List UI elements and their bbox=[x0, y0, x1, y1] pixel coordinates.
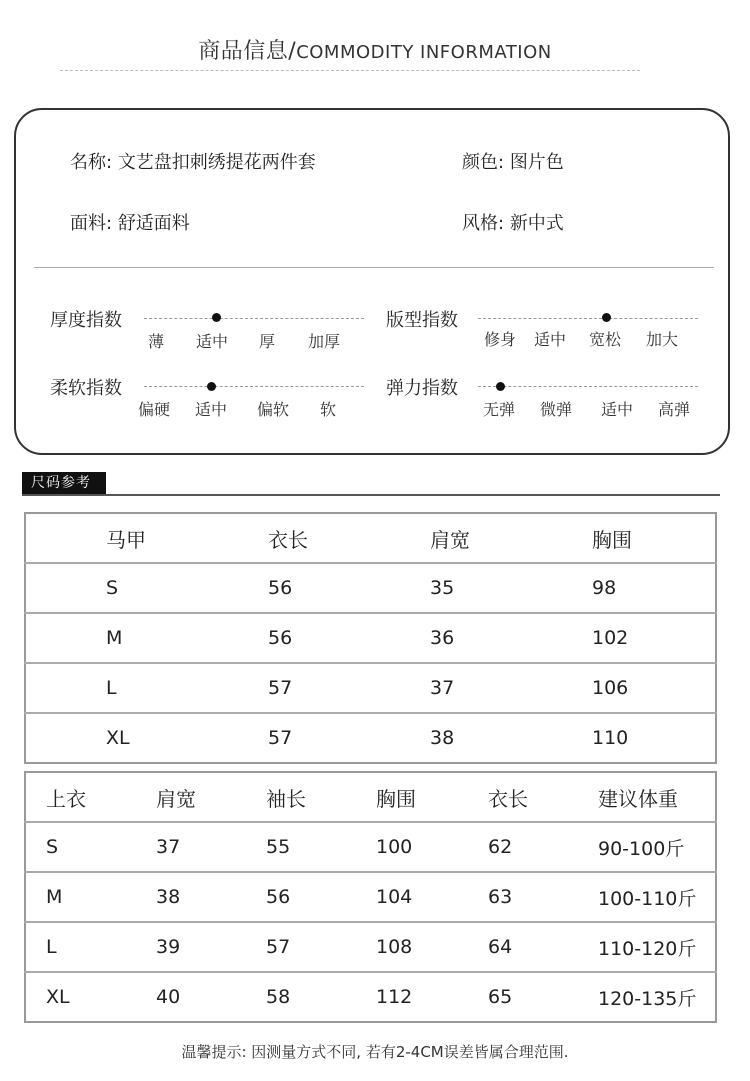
table-cell: S bbox=[25, 822, 156, 872]
table-header-row bbox=[25, 772, 716, 822]
table-header-cell: 肩宽 bbox=[430, 527, 470, 552]
table-row bbox=[25, 563, 716, 613]
table-cell: 106 bbox=[592, 663, 716, 713]
color-label: 颜色: bbox=[462, 152, 505, 173]
table-cell: S bbox=[25, 563, 268, 613]
table-cell: 58 bbox=[266, 972, 376, 1022]
table-cell: 102 bbox=[592, 613, 716, 663]
table-cell: 63 bbox=[488, 872, 598, 922]
table-cell: 110 bbox=[592, 713, 716, 763]
table-cell: 90-100斤 bbox=[598, 822, 716, 872]
table-cell: 55 bbox=[266, 822, 376, 872]
table-row bbox=[25, 972, 716, 1022]
table-row bbox=[25, 713, 716, 763]
style-value: 新中式 bbox=[509, 213, 564, 234]
softness-option: 偏硬 bbox=[138, 400, 171, 419]
table-cell: 36 bbox=[430, 613, 592, 663]
table-cell: L bbox=[25, 922, 156, 972]
product-info-box bbox=[14, 108, 730, 455]
thickness-option: 薄 bbox=[148, 332, 165, 351]
info-divider bbox=[34, 267, 714, 268]
table-cell: 57 bbox=[266, 922, 376, 972]
fit-scale-marker bbox=[602, 313, 611, 322]
table-header-cell: 胸围 bbox=[592, 527, 632, 552]
table-header-cell: 肩宽 bbox=[156, 786, 196, 811]
thickness-scale-line bbox=[144, 318, 364, 319]
table-cell: L bbox=[25, 663, 268, 713]
table-cell: 100 bbox=[376, 822, 488, 872]
table-cell: 120-135斤 bbox=[598, 972, 716, 1022]
fit-option: 加大 bbox=[646, 330, 679, 349]
fit-scale-line bbox=[478, 318, 698, 319]
size-reference-tag: 尺码参考 bbox=[22, 472, 106, 494]
top-size-table bbox=[24, 771, 717, 1023]
table-header-cell: 上衣 bbox=[46, 786, 86, 811]
table-cell: 38 bbox=[156, 872, 266, 922]
fit-scale-label: 版型指数 bbox=[386, 310, 458, 331]
softness-scale-label: 柔软指数 bbox=[50, 378, 122, 399]
size-reference-underline bbox=[22, 494, 720, 496]
elasticity-option: 适中 bbox=[601, 400, 634, 419]
table-cell: 57 bbox=[268, 663, 430, 713]
name-label: 名称: bbox=[70, 152, 113, 173]
elasticity-option: 微弹 bbox=[540, 400, 573, 419]
table-cell: 104 bbox=[376, 872, 488, 922]
fit-option: 修身 bbox=[484, 330, 517, 349]
color-field bbox=[462, 148, 564, 174]
table-cell: 35 bbox=[430, 563, 592, 613]
table-row bbox=[25, 822, 716, 872]
elasticity-option: 高弹 bbox=[658, 400, 691, 419]
table-cell: 100-110斤 bbox=[598, 872, 716, 922]
elasticity-scale-label: 弹力指数 bbox=[386, 378, 458, 399]
table-row bbox=[25, 663, 716, 713]
table-cell: XL bbox=[25, 713, 268, 763]
table-header-cell: 建议体重 bbox=[598, 786, 678, 811]
table-row bbox=[25, 922, 716, 972]
softness-scale-marker bbox=[207, 382, 216, 391]
page-title-cn: 商品信息/ bbox=[198, 39, 297, 64]
fabric-value: 舒适面料 bbox=[117, 213, 190, 234]
table-cell: 37 bbox=[430, 663, 592, 713]
fit-option: 适中 bbox=[534, 330, 567, 349]
thickness-scale-marker bbox=[212, 313, 221, 322]
table-header-cell: 袖长 bbox=[266, 786, 306, 811]
softness-option: 偏软 bbox=[257, 400, 290, 419]
table-header-cell: 衣长 bbox=[488, 786, 528, 811]
softness-scale-line bbox=[144, 386, 364, 387]
thickness-option: 适中 bbox=[196, 332, 229, 351]
table-header-cell: 胸围 bbox=[376, 786, 416, 811]
page-title-en: COMMODITY INFORMATION bbox=[296, 42, 552, 63]
elasticity-scale-marker bbox=[496, 382, 505, 391]
table-cell: XL bbox=[25, 972, 156, 1022]
table-cell: M bbox=[25, 613, 268, 663]
table-cell: 98 bbox=[592, 563, 716, 613]
table-cell: M bbox=[25, 872, 156, 922]
fabric-label: 面料: bbox=[70, 213, 113, 234]
name-field bbox=[70, 148, 316, 174]
table-cell: 56 bbox=[268, 613, 430, 663]
elasticity-option: 无弹 bbox=[483, 400, 516, 419]
softness-option: 适中 bbox=[195, 400, 228, 419]
table-cell: 39 bbox=[156, 922, 266, 972]
softness-option: 软 bbox=[320, 400, 337, 419]
fit-option: 宽松 bbox=[589, 330, 622, 349]
fabric-field bbox=[70, 209, 190, 235]
table-cell: 64 bbox=[488, 922, 598, 972]
table-cell: 65 bbox=[488, 972, 598, 1022]
table-header-row bbox=[25, 513, 716, 563]
style-label: 风格: bbox=[462, 213, 505, 234]
elasticity-scale-line bbox=[478, 386, 698, 387]
table-header-cell: 衣长 bbox=[268, 527, 308, 552]
vest-size-table bbox=[24, 512, 717, 764]
table-cell: 56 bbox=[266, 872, 376, 922]
table-row bbox=[25, 872, 716, 922]
thickness-option: 加厚 bbox=[308, 332, 341, 351]
table-row bbox=[25, 613, 716, 663]
table-cell: 62 bbox=[488, 822, 598, 872]
table-cell: 112 bbox=[376, 972, 488, 1022]
name-value: 文艺盘扣刺绣提花两件套 bbox=[117, 152, 316, 173]
page-title bbox=[0, 34, 750, 65]
thickness-scale-label: 厚度指数 bbox=[50, 310, 122, 331]
table-header-cell: 马甲 bbox=[106, 527, 146, 552]
header-divider bbox=[60, 70, 640, 71]
table-cell: 38 bbox=[430, 713, 592, 763]
table-cell: 108 bbox=[376, 922, 488, 972]
measurement-note: 温馨提示: 因测量方式不同, 若有2-4CM误差皆属合理范围. bbox=[181, 1043, 569, 1061]
table-cell: 37 bbox=[156, 822, 266, 872]
table-cell: 57 bbox=[268, 713, 430, 763]
table-cell: 40 bbox=[156, 972, 266, 1022]
thickness-option: 厚 bbox=[259, 332, 276, 351]
style-field bbox=[462, 209, 564, 235]
table-cell: 110-120斤 bbox=[598, 922, 716, 972]
color-value: 图片色 bbox=[509, 152, 564, 173]
table-cell: 56 bbox=[268, 563, 430, 613]
